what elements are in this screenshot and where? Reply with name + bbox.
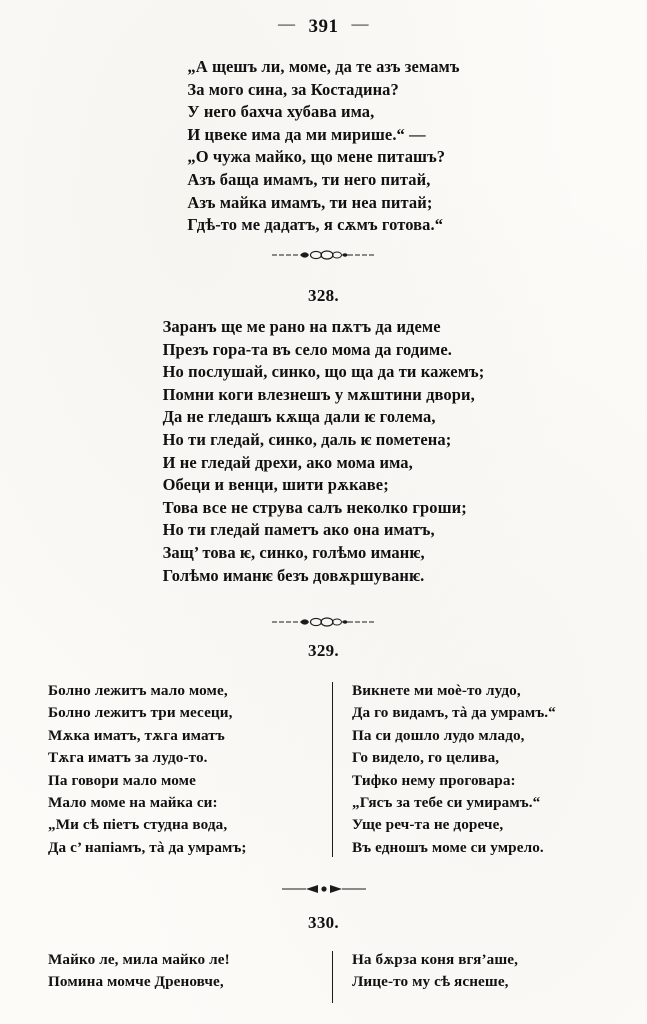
verse-line: Да не гледашъ кѫща дали ѥ голема, — [162, 407, 436, 427]
ornament-flourish-icon — [270, 249, 378, 261]
song-328-stanza — [0, 316, 647, 587]
verse-line: Обеци и венци, шити рѫкаве; — [162, 475, 389, 495]
stanza-box — [163, 316, 485, 587]
running-head-dash-left: — — [278, 14, 296, 33]
verse-line: На бѫрза коня вгя’аше, — [352, 951, 518, 968]
verse-line: „О чужа майко, що мене питашъ? — [187, 147, 446, 167]
verse-line: Въ едношъ моме си умрело. — [352, 838, 544, 856]
verse-line: Да с’ напіамъ, тà да умрамъ; — [48, 838, 247, 856]
verse-line: Па си дошло лудо младо, — [352, 726, 525, 744]
ornament-flourish-icon — [280, 883, 368, 895]
verse-line: У него бахча хубава има, — [187, 102, 375, 122]
verse-line: Това все не струва салъ неколко гроши; — [162, 497, 467, 517]
song-327-end-stanza — [0, 56, 647, 237]
stanza-box — [187, 56, 459, 237]
verse-line: Да го видамъ, тà да умрамъ.“ — [352, 704, 556, 722]
verse-line: Мало моме на майка си: — [48, 794, 218, 812]
verse-line: Заранъ ще ме рано на пѫтъ да идеме — [162, 317, 441, 336]
song-330-left-column — [48, 949, 318, 994]
verse-line: „Гясъ за тебе си умирамъ.“ — [352, 794, 541, 812]
verse-line: Голѣмо иманѥ безъ довѫршуванѥ. — [162, 565, 425, 585]
ornamental-divider — [0, 248, 647, 262]
song-330-right-column — [352, 949, 632, 994]
verse-line: Майко ле, мила майко ле! — [48, 951, 230, 968]
section-number-329: 329. — [308, 641, 339, 660]
verse-line: Гдѣ-то ме дадатъ, я сѫмъ готова.“ — [187, 215, 444, 235]
verse-line: И цвеке има да ми мирише.“ — — [187, 124, 426, 144]
verse-line: Помина момче Дреновче, — [48, 973, 224, 991]
ornamental-divider — [0, 882, 647, 896]
page-number: 391 — [308, 16, 339, 37]
verse-line: Болно лежитъ три месеци, — [48, 704, 233, 722]
verse-line: Тѫга иматъ за лудо-то. — [48, 749, 208, 767]
verse-line: Защ’ това ѥ, синко, голѣмо иманѥ, — [162, 542, 425, 562]
verse-line: Уще реч-та не дорече, — [352, 816, 504, 834]
column-divider-rule — [332, 682, 333, 857]
verse-line: „Ми сѣ піетъ студна вода, — [48, 816, 228, 834]
verse-line: Го видело, го целива, — [352, 749, 500, 767]
verse-line: Помни коги влезнешъ у мѫштини двори, — [162, 384, 475, 404]
song-329-left-column — [48, 680, 318, 859]
ornament-flourish-icon — [270, 616, 378, 628]
verse-line: Презъ гора-та въ село мома да годиме. — [162, 339, 452, 359]
verse-line: Но ти гледай паметъ ако она иматъ, — [162, 520, 435, 540]
verse-line: Мѫка иматъ, тѫга иматъ — [48, 726, 225, 744]
verse-line: Но послушай, синко, що ща да ти кажемъ; — [162, 362, 485, 382]
verse-line: Тифко нему проговара: — [352, 771, 516, 789]
section-number-328: 328. — [308, 286, 339, 305]
verse-line: Азъ майка имамъ, ти неа питай; — [187, 192, 433, 212]
verse-line: Лице-то му сѣ яснеше, — [352, 973, 509, 991]
column-divider-rule — [332, 951, 333, 1003]
verse-line: Викнете ми моѐ-то лудо, — [352, 682, 521, 699]
running-head-dash-right: — — [351, 14, 369, 33]
verse-line: И не гледай дрехи, ако мома има, — [162, 452, 413, 472]
verse-line: Но ти гледай, синко, даль ѥ пометена; — [162, 429, 452, 449]
verse-line: За мого сина, за Костадина? — [187, 79, 399, 99]
running-head — [0, 14, 647, 38]
verse-line: Па говори мало моме — [48, 771, 196, 789]
verse-line: Азъ баща имамъ, ти него питай, — [187, 169, 431, 189]
song-329-right-column — [352, 680, 632, 859]
verse-line: Болно лежитъ мало моме, — [48, 682, 228, 699]
section-number-330: 330. — [308, 913, 339, 932]
ornamental-divider — [0, 615, 647, 629]
verse-line: „А щешъ ли, моме, да те азъ земамъ — [187, 57, 460, 76]
